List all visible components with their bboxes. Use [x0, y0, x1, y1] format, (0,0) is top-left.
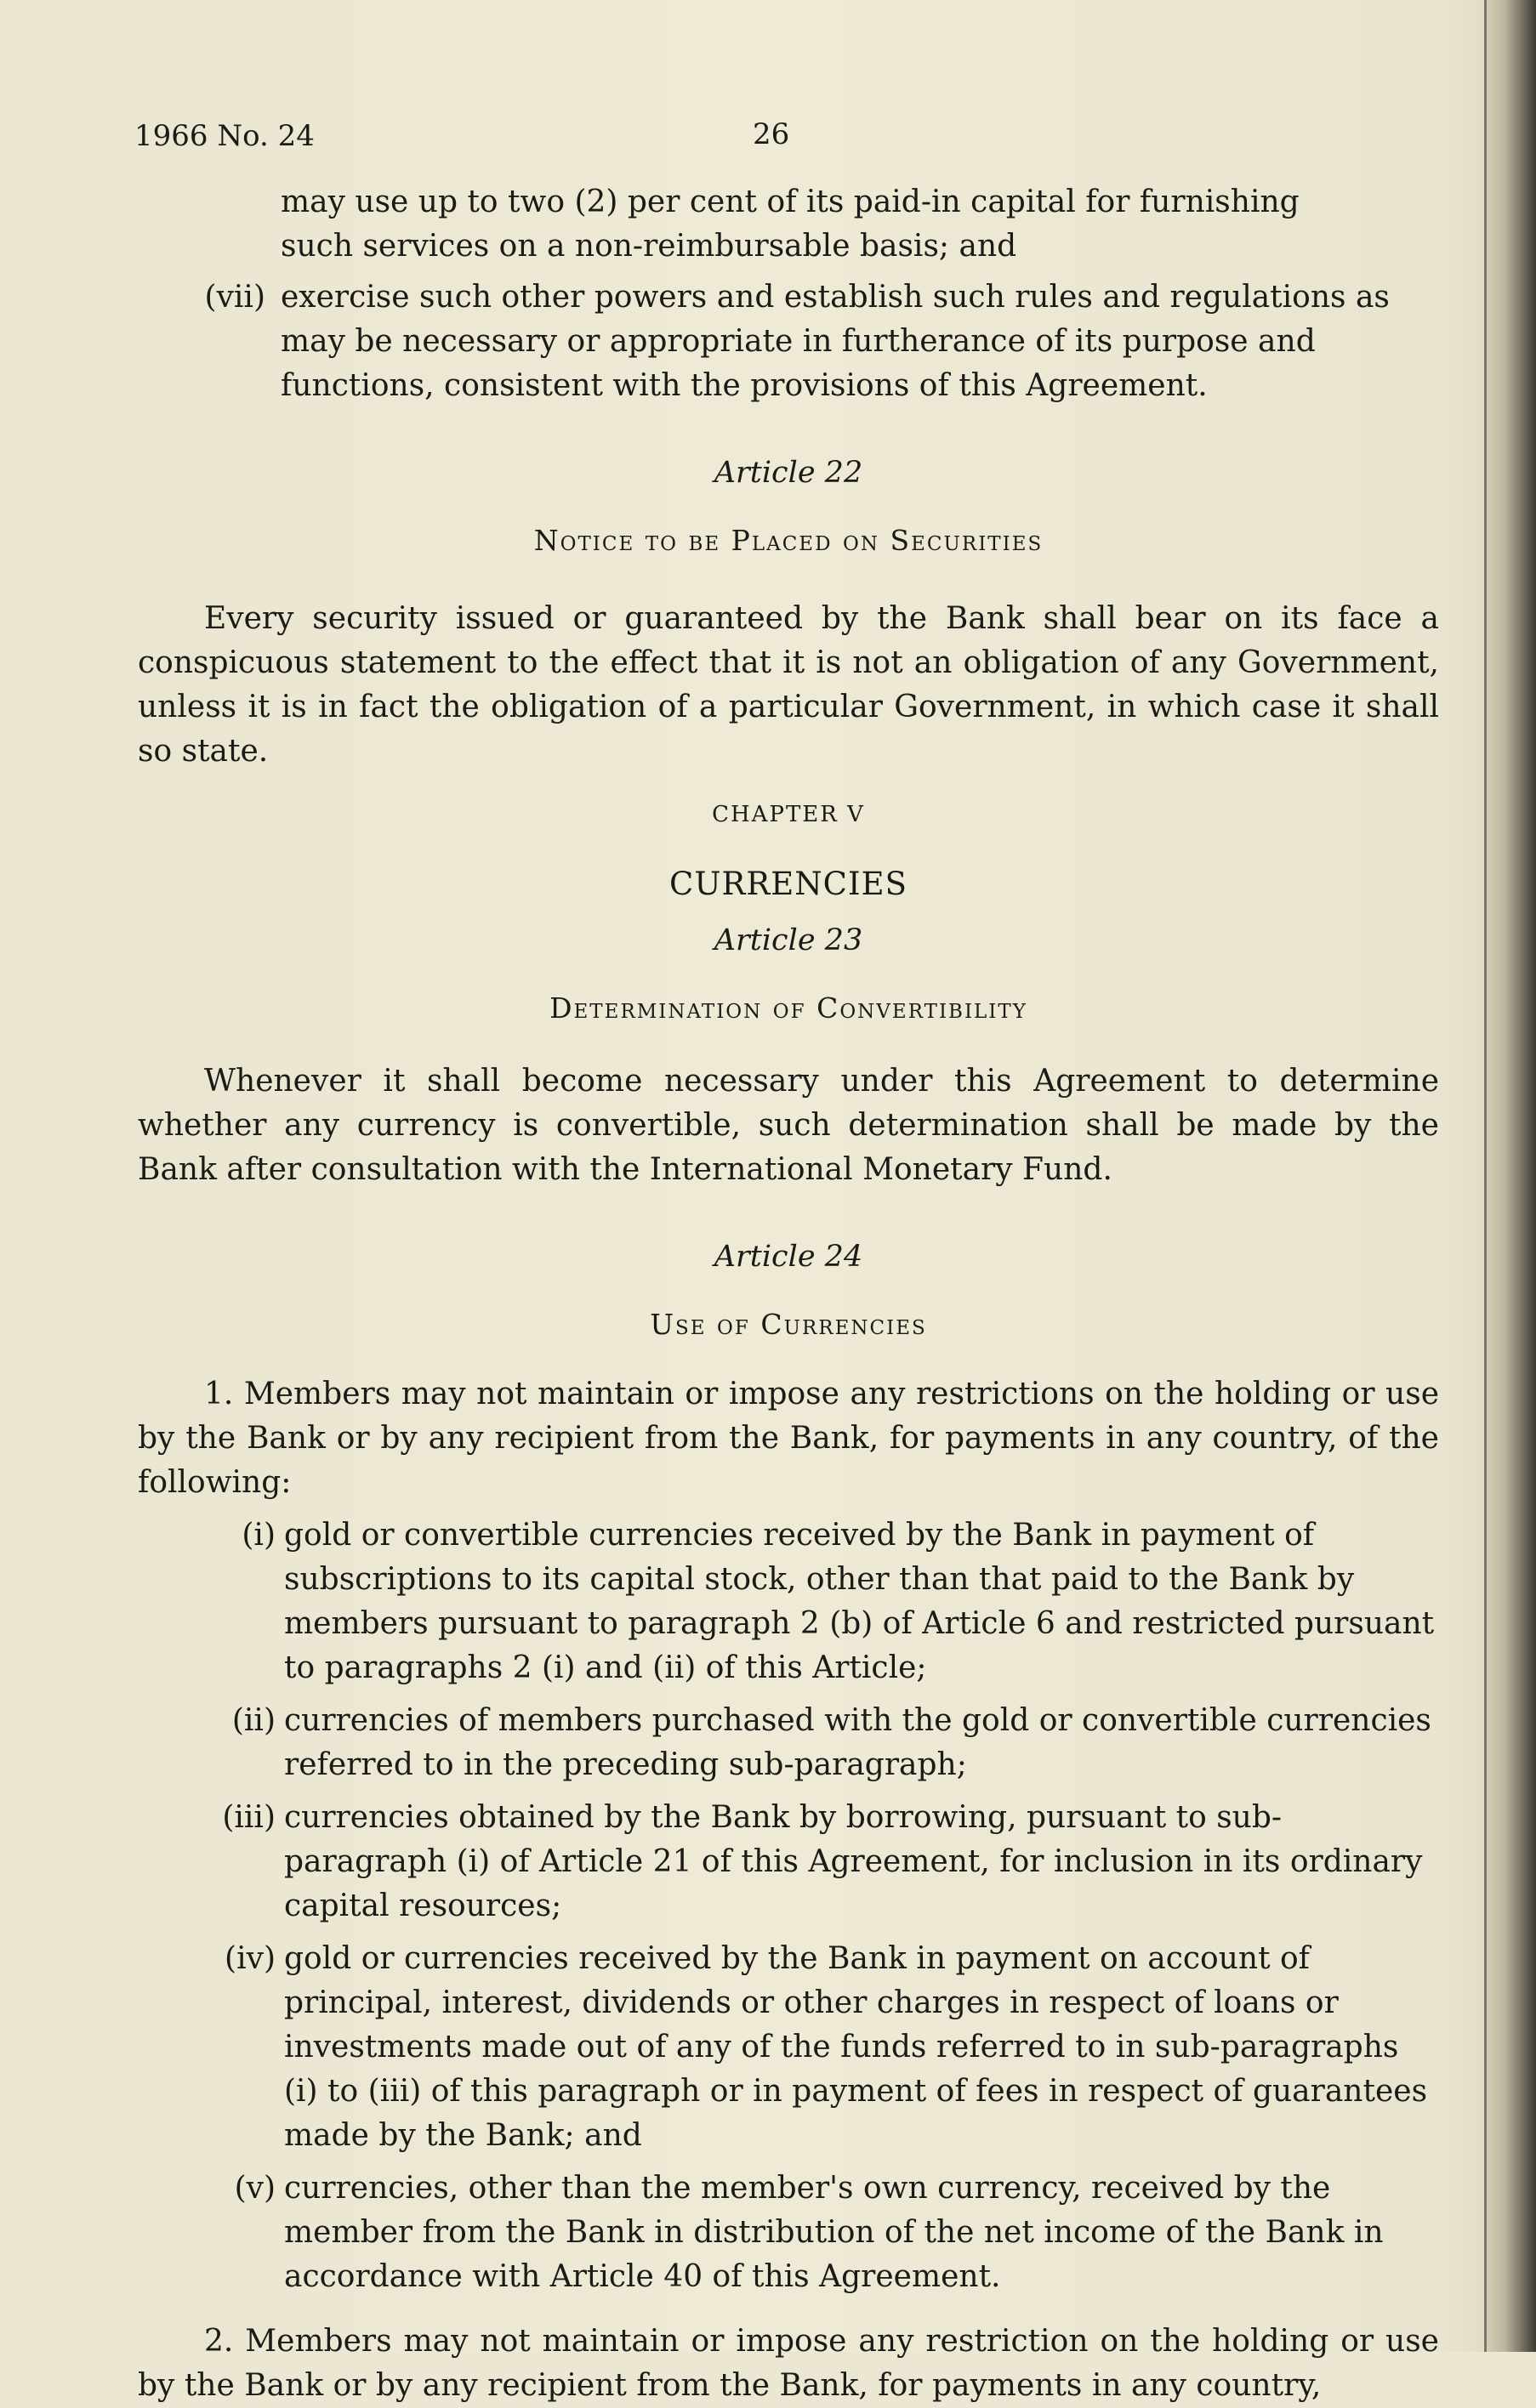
item-text: gold or convertible currencies received by the Bank in payment of subscriptions to its capital stock, other than that paid to the Bank by members pursuant to paragraph 2 (b) of Article 6 and restricted pursuant to paragraphs 2 (i) and (ii) of this Article; — [284, 1518, 1435, 1685]
item-number: (v) — [234, 2171, 276, 2206]
page-content — [138, 180, 1439, 2408]
chapter-title: CURRENCIES — [669, 866, 907, 902]
running-header: 1966 No. 24 — [134, 119, 315, 153]
article-22-title: Article 22 — [714, 456, 863, 490]
item-text: exercise such other powers and establish such rules and regulations as may be necessary or appropriate in furtherance of its purpose and functions, consistent with the provisions of this Agreement. — [281, 280, 1390, 403]
list-item-vii — [138, 275, 1439, 408]
item-number: (iv) — [225, 1941, 276, 1976]
item-text: currencies obtained by the Bank by borrowing, pursuant to sub-paragraph (i) of Article 21 of this Agreement, for inclusion in its ordinary capital resources; — [284, 1800, 1423, 1923]
article-23-title: Article 23 — [714, 923, 863, 957]
item-number: (iii) — [222, 1800, 276, 1835]
list-item-i — [138, 1514, 1439, 1690]
article-24-title: Article 24 — [714, 1240, 863, 1274]
chapter-label: CHAPTER V — [712, 802, 865, 827]
article-22-heading: Notice to be Placed on Securities — [533, 524, 1044, 557]
item-number: (vii) — [204, 280, 265, 315]
list-item-v — [138, 2167, 1439, 2299]
item-text: currencies of members purchased with the gold or convertible currencies referred to in the preceding sub-paragraph; — [284, 1703, 1431, 1782]
article-23-heading: Determination of Convertibility — [549, 991, 1027, 1025]
item-text: gold or currencies received by the Bank in payment on account of principal, interest, dividends or other charges in respect of loans or investments made out of any of the funds referred to in sub-paragraphs (i) to (iii) of this paragraph or in payment of fees in respect of guarantees made by the Bank; and — [284, 1941, 1428, 2153]
article-24-para-1: 1. Members may not maintain or impose any restrictions on the holding or use by the Bank or by any recipient from the Bank, for payments in any country, of the following: — [138, 1377, 1439, 1500]
item-text: currencies, other than the member's own currency, received by the member from the Bank in distribution of the net income of the Bank in accordance with Article 40 of this Agreement. — [284, 2171, 1384, 2294]
item-number: (i) — [242, 1518, 276, 1553]
article-22-text: Every security issued or guaranteed by the Bank shall bear on its face a conspicuous statement to the effect that it is not an obligation of any Government, unless it is in fact the obligation of a particular Government, in which case it shall so state. — [138, 601, 1439, 769]
article-24-heading: Use of Currencies — [650, 1308, 927, 1341]
list-item-iii — [138, 1796, 1439, 1928]
intro-line-2: such services on a non-reimbursable basis; and — [281, 229, 1017, 264]
intro-line-1: may use up to two (2) per cent of its paid-in capital for furnishing — [281, 185, 1300, 219]
article-24-para-2: 2. Members may not maintain or impose any restriction on the holding or use by the Bank or by any recipient from the Bank, for payments in any country, — [138, 2324, 1439, 2403]
list-item-ii — [138, 1699, 1439, 1787]
list-item-iv — [138, 1937, 1439, 2158]
article-23-text: Whenever it shall become necessary under this Agreement to determine whether any currency is convertible, such determination shall be made by the Bank after consultation with the International Monetary Fund. — [138, 1064, 1439, 1187]
item-number: (ii) — [231, 1703, 276, 1738]
page-edge-line — [1484, 0, 1487, 2352]
book-spine-shadow — [1485, 0, 1536, 2352]
page-number: 26 — [753, 117, 790, 151]
